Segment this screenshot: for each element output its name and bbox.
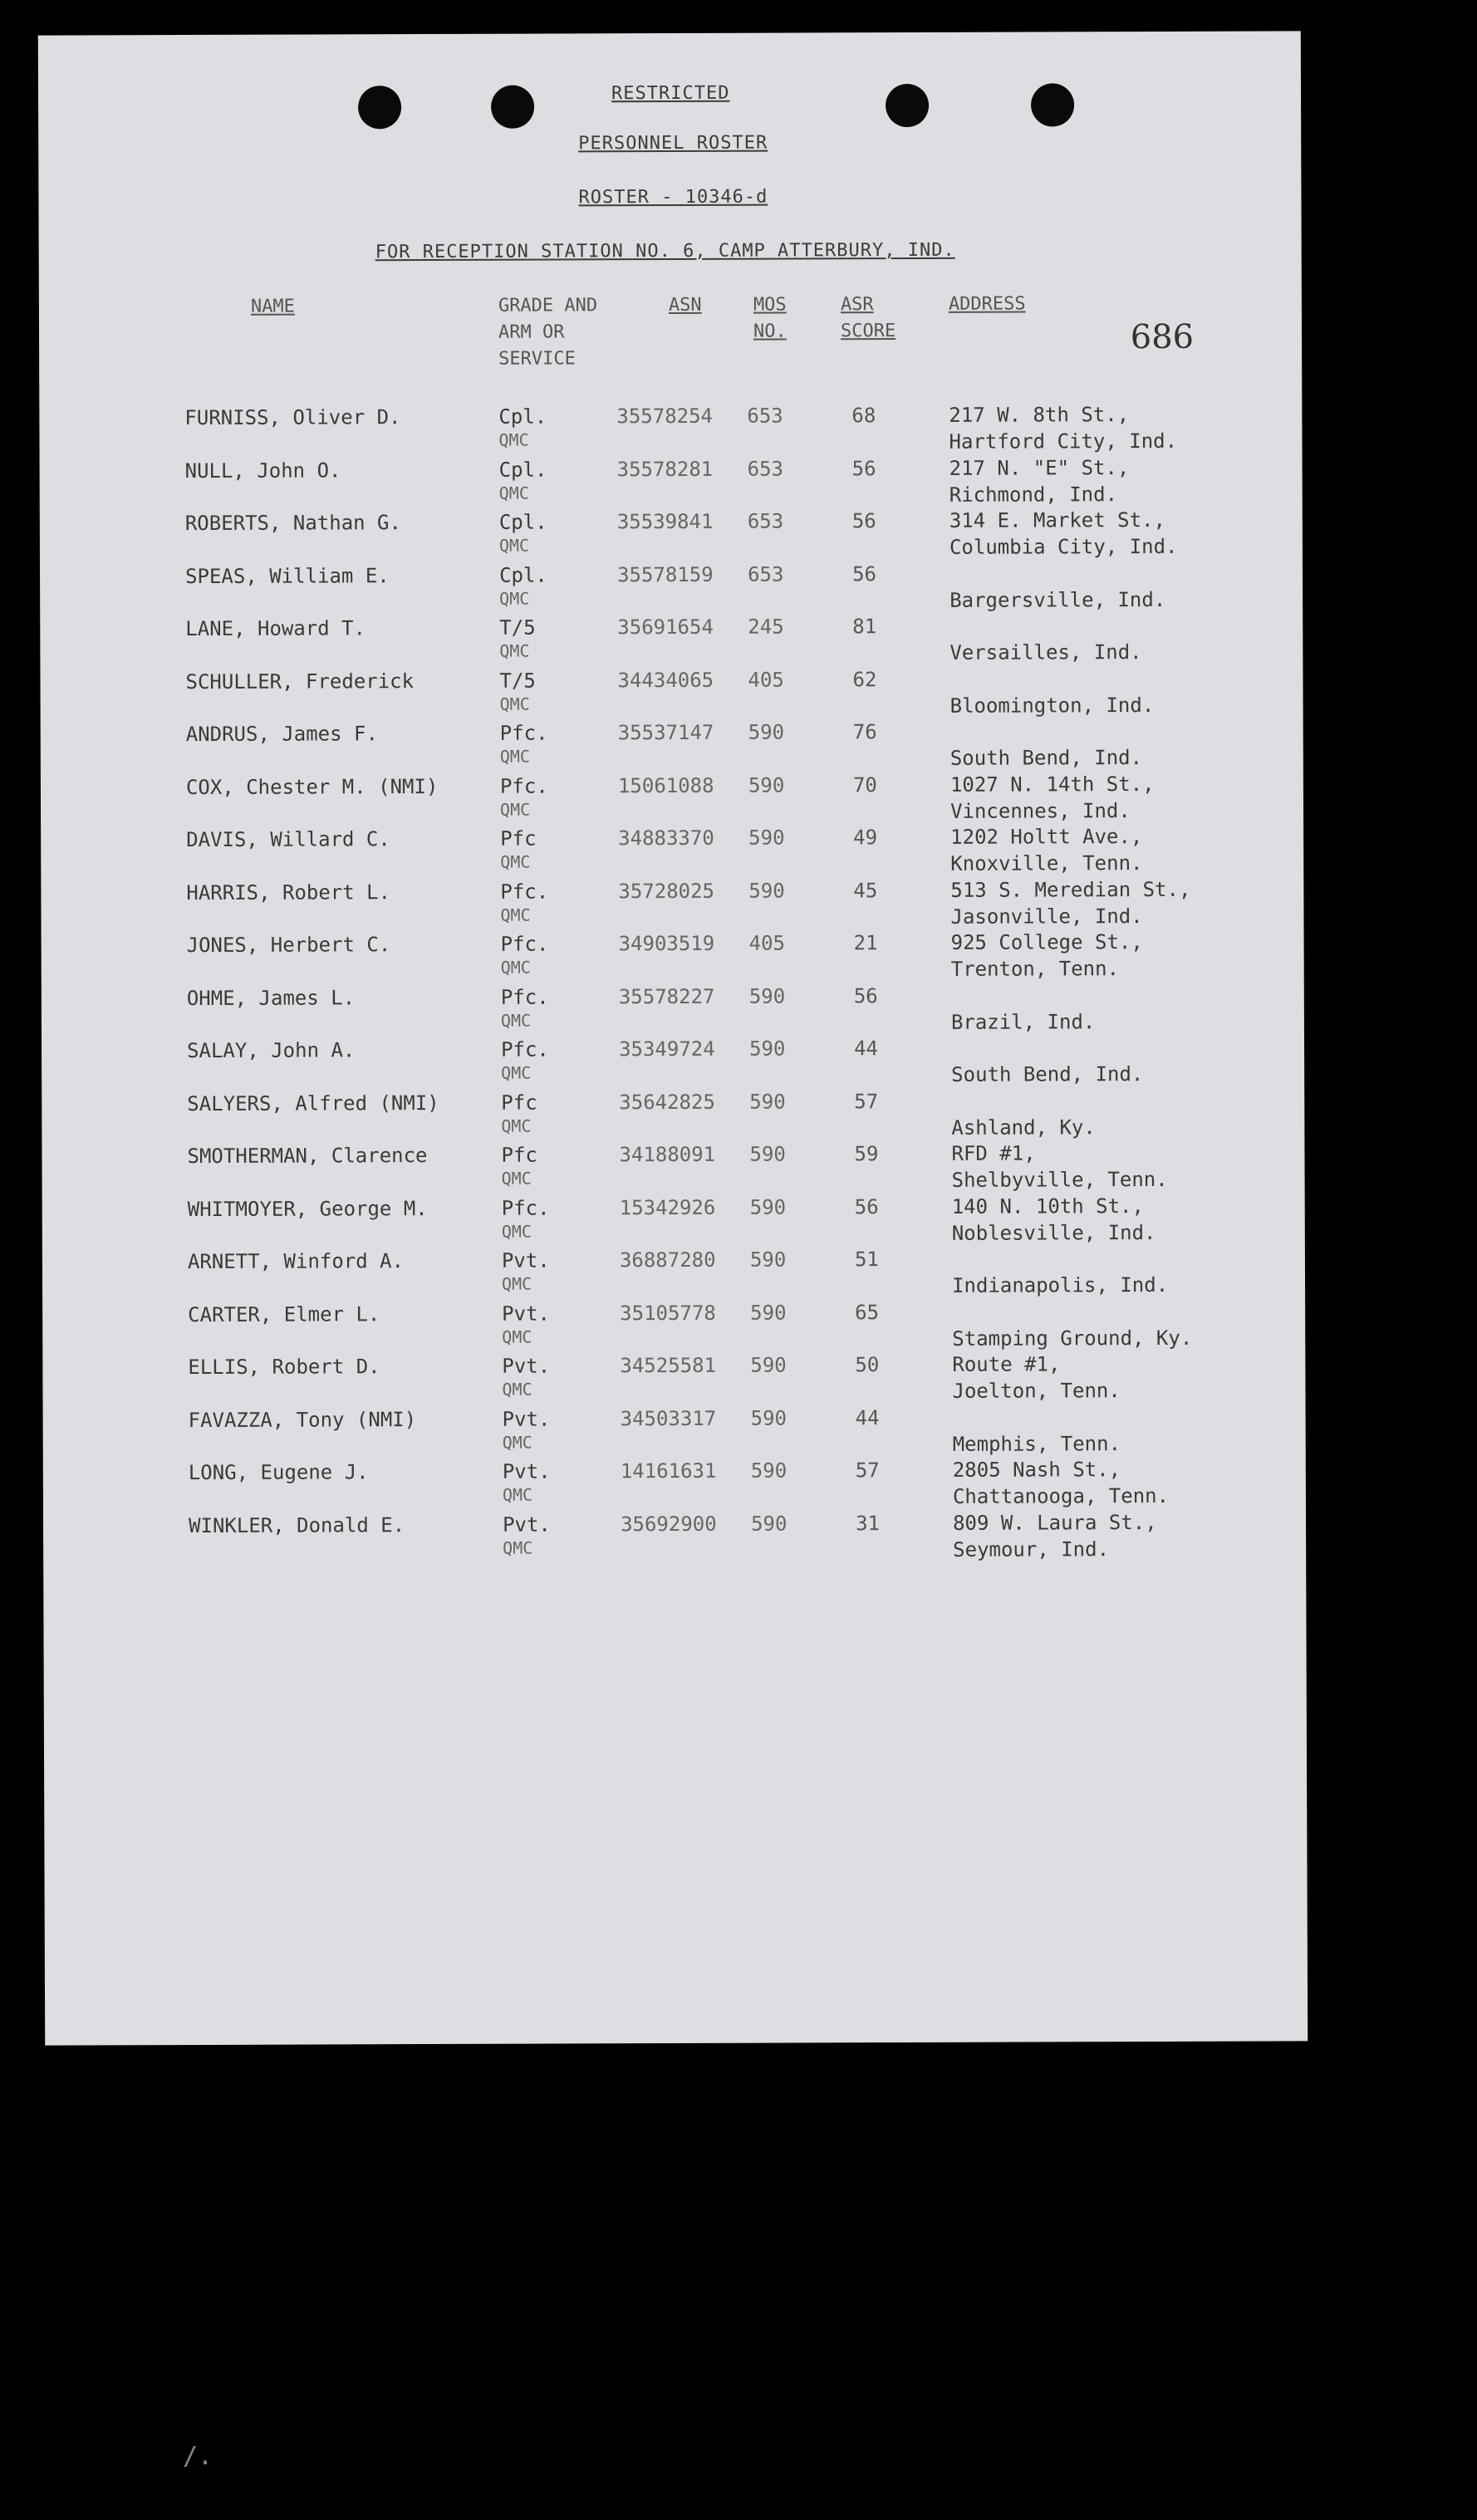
cell-asn: 35539841: [616, 509, 714, 534]
cell-name: SMOTHERMAN, Clarence: [187, 1144, 428, 1169]
cell-service: QMC: [502, 1484, 533, 1505]
cell-service: QMC: [502, 1379, 532, 1400]
table-row: [41, 770, 1303, 827]
cell-asn: 34903519: [618, 931, 715, 956]
cell-mos: 590: [750, 1459, 788, 1483]
cell-grade: Pfc.: [500, 1037, 549, 1061]
cell-score: 56: [852, 561, 877, 586]
cell-asn: 35692900: [620, 1512, 717, 1536]
cell-addr2: Stamping Ground, Ky.: [952, 1326, 1193, 1351]
table-row: [42, 1297, 1305, 1355]
table-row: [42, 1244, 1305, 1302]
cell-asn: 35578254: [616, 404, 714, 429]
cell-grade: Pfc: [501, 1091, 537, 1115]
cell-service: QMC: [499, 799, 531, 820]
cell-grade: Pfc.: [500, 880, 549, 904]
cell-score: 50: [855, 1353, 880, 1377]
cell-addr2: Joelton, Tenn.: [952, 1379, 1121, 1403]
cell-mos: 590: [750, 1301, 787, 1325]
cell-addr2: Chattanooga, Tenn.: [952, 1483, 1170, 1508]
cell-asn: 36887280: [619, 1248, 716, 1272]
cell-score: 45: [853, 878, 878, 902]
cell-name: ARNETT, Winford A.: [187, 1249, 405, 1274]
cell-name: FAVAZZA, Tony (NMI): [188, 1407, 417, 1432]
document-title: PERSONNEL ROSTER: [578, 132, 768, 154]
cell-score: 57: [854, 1089, 879, 1113]
cell-mos: 653: [747, 404, 783, 428]
cell-grade: Cpl.: [499, 563, 547, 587]
column-header-asn: ASN: [668, 294, 702, 316]
cell-asn: 15342926: [619, 1195, 716, 1219]
cell-grade: Pfc.: [500, 985, 549, 1009]
table-row: [39, 400, 1302, 458]
cell-addr2: South Bend, Ind.: [951, 1062, 1144, 1086]
cell-asn: 34434065: [617, 668, 714, 692]
table-row: [43, 1508, 1306, 1566]
cell-mos: 590: [750, 1406, 788, 1430]
cell-name: JONES, Herbert C.: [186, 933, 391, 958]
cell-service: QMC: [498, 535, 530, 556]
cell-service: QMC: [500, 905, 531, 925]
cell-asn: 35349724: [618, 1037, 715, 1061]
cell-service: QMC: [498, 429, 529, 450]
cell-addr2: Vincennes, Ind.: [950, 798, 1131, 823]
cell-addr2: Hartford City, Ind.: [949, 429, 1178, 454]
cell-name: SALAY, John A.: [187, 1038, 356, 1063]
cell-addr2: Versailles, Ind.: [950, 640, 1142, 664]
cell-addr2: Noblesville, Ind.: [951, 1220, 1156, 1245]
cell-asn: 34503317: [620, 1406, 717, 1430]
cell-grade: Pvt.: [502, 1459, 551, 1483]
table-row: [40, 611, 1303, 669]
cell-name: OHME, James L.: [186, 985, 356, 1010]
cell-name: HARRIS, Robert L.: [186, 880, 391, 905]
table-row: [40, 454, 1303, 511]
cell-addr1: 809 W. Laura St.,: [952, 1510, 1157, 1535]
cell-mos: 405: [748, 668, 784, 692]
cell-mos: 653: [747, 457, 784, 481]
cell-addr1: 1202 Holtt Ave.,: [950, 825, 1143, 849]
page-mark: /.: [183, 2442, 213, 2471]
cell-asn: 15061088: [617, 773, 714, 797]
cell-grade: Cpl.: [498, 404, 547, 429]
cell-score: 56: [851, 456, 876, 480]
table-row: [41, 822, 1303, 880]
cell-addr1: RFD #1,: [951, 1141, 1036, 1165]
restricted-label: RESTRICTED: [611, 82, 730, 105]
cell-grade: Pfc: [501, 1143, 537, 1167]
column-header-address: ADDRESS: [948, 293, 1026, 315]
cell-score: 56: [851, 509, 876, 533]
punch-hole: [1031, 83, 1074, 126]
cell-mos: 590: [748, 1037, 786, 1061]
cell-mos: 590: [748, 984, 786, 1008]
cell-addr2: Shelbyville, Tenn.: [951, 1167, 1168, 1192]
cell-mos: 590: [750, 1512, 788, 1536]
cell-score: 76: [852, 720, 877, 744]
cell-addr2: Memphis, Tenn.: [952, 1431, 1121, 1456]
cell-mos: 590: [749, 1142, 786, 1166]
cell-grade: Pfc.: [499, 721, 548, 745]
cell-grade: Pvt.: [502, 1512, 551, 1537]
cell-addr1: 217 N. "E" St.,: [949, 455, 1130, 480]
document-page: [38, 31, 1308, 2045]
cell-grade: Pvt.: [501, 1248, 550, 1272]
cell-addr2: Ashland, Ky.: [951, 1115, 1096, 1140]
table-row: [42, 1139, 1304, 1196]
cell-score: 68: [851, 404, 876, 428]
table-row: [43, 1403, 1306, 1460]
cell-mos: 590: [748, 879, 785, 903]
cell-score: 62: [852, 667, 877, 691]
table-row: [43, 1455, 1306, 1512]
cell-name: SPEAS, William E.: [185, 563, 390, 588]
cell-name: DAVIS, Willard C.: [186, 827, 390, 852]
cell-service: QMC: [501, 1273, 532, 1294]
cell-addr2: Seymour, Ind.: [953, 1537, 1110, 1562]
cell-name: LANE, Howard T.: [185, 616, 366, 641]
cell-score: 70: [852, 772, 877, 797]
cell-asn: 34525581: [620, 1353, 717, 1378]
cell-asn: 35728025: [618, 879, 715, 903]
cell-service: QMC: [499, 746, 530, 767]
cell-name: WHITMOYER, George M.: [187, 1196, 428, 1221]
cell-mos: 653: [747, 509, 784, 533]
roster-number: ROSTER - 10346-d: [578, 186, 768, 208]
cell-addr1: 1027 N. 14th St.,: [950, 772, 1155, 797]
cell-service: QMC: [501, 1221, 532, 1242]
cell-score: 21: [853, 931, 878, 955]
cell-asn: 35105778: [620, 1301, 716, 1325]
cell-grade: Pvt.: [502, 1302, 551, 1326]
cell-score: 81: [852, 615, 877, 639]
cell-score: 49: [853, 826, 878, 850]
cell-service: QMC: [500, 851, 531, 872]
table-row: [42, 1086, 1304, 1144]
cell-addr1: 140 N. 10th St.,: [951, 1194, 1144, 1218]
cell-addr1: 2805 Nash St.,: [952, 1458, 1121, 1482]
cell-asn: 35578227: [618, 984, 715, 1008]
cell-name: COX, Chester M. (NMI): [185, 774, 439, 799]
cell-grade: Pfc.: [500, 932, 549, 956]
cell-score: 56: [854, 1194, 879, 1218]
cell-mos: 405: [748, 931, 786, 955]
cell-asn: 35578159: [617, 562, 714, 586]
cell-addr2: South Bend, Ind.: [950, 746, 1143, 770]
cell-addr1: Route #1,: [952, 1352, 1061, 1376]
cell-asn: 34883370: [618, 826, 714, 851]
cell-mos: 590: [749, 1195, 787, 1219]
cell-addr2: Brazil, Ind.: [950, 1009, 1096, 1034]
cell-service: QMC: [500, 957, 531, 978]
cell-mos: 590: [748, 773, 785, 797]
cell-asn: 35537147: [617, 720, 714, 745]
column-header-grade: GRADE AND ARM OR SERVICE: [498, 295, 598, 370]
cell-grade: Pfc.: [499, 774, 548, 798]
cell-asn: 34188091: [619, 1142, 716, 1167]
cell-addr1: 314 E. Market St.,: [949, 507, 1165, 532]
station-line: FOR RECEPTION STATION NO. 6, CAMP ATTERBURY, IND.: [375, 239, 955, 263]
column-header-mos: MOS NO.: [753, 294, 787, 342]
cell-name: ANDRUS, James F.: [185, 722, 378, 747]
cell-service: QMC: [499, 640, 530, 661]
cell-asn: 35578281: [616, 457, 714, 481]
cell-score: 44: [853, 1037, 878, 1061]
table-row: [42, 1192, 1305, 1249]
table-row: [40, 664, 1303, 722]
cell-service: QMC: [501, 1062, 532, 1083]
cell-mos: 590: [750, 1353, 787, 1377]
cell-addr2: Indianapolis, Ind.: [951, 1272, 1169, 1297]
cell-service: QMC: [501, 1168, 532, 1189]
cell-grade: Pfc.: [501, 1196, 550, 1220]
table-row: [40, 506, 1303, 563]
cell-score: 51: [854, 1248, 879, 1272]
cell-name: FURNISS, Oliver D.: [184, 405, 401, 430]
table-row: [42, 1033, 1304, 1091]
cell-mos: 590: [748, 720, 785, 744]
cell-addr1: 217 W. 8th St.,: [949, 403, 1130, 427]
cell-mos: 590: [748, 826, 785, 850]
cell-service: QMC: [501, 1115, 532, 1136]
cell-asn: 35642825: [619, 1090, 715, 1114]
cell-score: 65: [855, 1300, 880, 1324]
table-row: [41, 717, 1303, 774]
cell-grade: Cpl.: [498, 510, 547, 534]
cell-name: LONG, Eugene J.: [188, 1460, 369, 1485]
cell-addr2: Columbia City, Ind.: [949, 534, 1178, 559]
cell-grade: Cpl.: [498, 458, 547, 482]
cell-score: 59: [854, 1142, 879, 1166]
table-row: [42, 928, 1304, 985]
cell-addr2: Bloomington, Ind.: [950, 693, 1155, 718]
cell-asn: 14161631: [620, 1459, 717, 1483]
punch-hole: [358, 86, 401, 129]
cell-addr2: Knoxville, Tenn.: [950, 851, 1143, 875]
cell-service: QMC: [499, 694, 530, 714]
cell-addr2: Bargersville, Ind.: [950, 587, 1166, 612]
cell-name: SCHULLER, Frederick: [185, 669, 415, 694]
cell-addr2: Jasonville, Ind.: [950, 904, 1143, 929]
table-row: [42, 1350, 1305, 1407]
cell-name: CARTER, Elmer L.: [188, 1302, 380, 1326]
cell-grade: Pfc: [500, 826, 537, 851]
cell-mos: 590: [749, 1090, 786, 1114]
cell-service: QMC: [499, 588, 530, 609]
cell-service: QMC: [503, 1537, 533, 1558]
cell-service: QMC: [498, 483, 529, 503]
cell-name: ELLIS, Robert D.: [188, 1355, 380, 1380]
cell-mos: 590: [749, 1248, 787, 1272]
cell-grade: Pvt.: [502, 1407, 551, 1431]
punch-hole: [886, 84, 929, 127]
table-row: [42, 981, 1304, 1038]
cell-asn: 35691654: [617, 615, 714, 640]
cell-addr2: Trenton, Tenn.: [950, 957, 1120, 981]
cell-service: QMC: [502, 1432, 532, 1453]
cell-score: 31: [855, 1511, 880, 1535]
table-row: [41, 875, 1303, 933]
page-number: 686: [1130, 317, 1195, 357]
cell-service: QMC: [502, 1326, 532, 1347]
cell-name: ROBERTS, Nathan G.: [184, 511, 401, 536]
cell-grade: T/5: [499, 615, 536, 640]
cell-score: 44: [855, 1405, 880, 1429]
cell-addr2: Richmond, Ind.: [949, 482, 1118, 507]
table-row: [40, 559, 1303, 616]
cell-mos: 653: [748, 562, 784, 586]
cell-grade: T/5: [499, 669, 536, 693]
cell-addr1: 925 College St.,: [950, 930, 1143, 954]
column-header-asr-score: ASR SCORE: [840, 294, 896, 342]
cell-name: SALYERS, Alfred (NMI): [187, 1091, 439, 1115]
cell-name: WINKLER, Donald E.: [188, 1512, 405, 1537]
cell-mos: 245: [748, 615, 784, 639]
cell-score: 57: [855, 1459, 880, 1483]
cell-score: 56: [853, 983, 878, 1008]
cell-addr1: 513 S. Meredian St.,: [950, 877, 1191, 902]
cell-grade: Pvt.: [502, 1354, 551, 1378]
punch-hole: [491, 86, 534, 129]
cell-service: QMC: [500, 1010, 532, 1031]
cell-name: NULL, John O.: [184, 458, 341, 483]
column-header-name: NAME: [250, 296, 295, 317]
